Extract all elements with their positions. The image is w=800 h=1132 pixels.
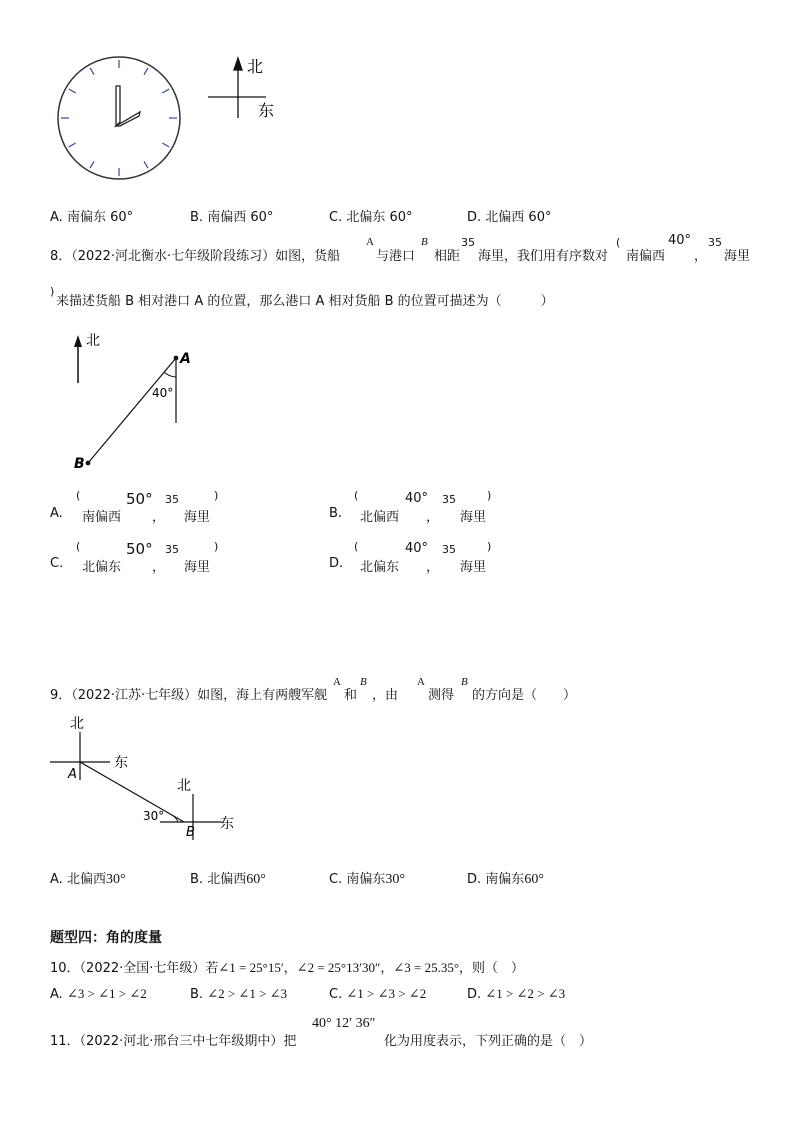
q10-option-b[interactable]: B. ∠2 > ∠1 > ∠3 bbox=[190, 986, 288, 1002]
q7-option-c[interactable]: C. 北偏东 60° bbox=[329, 210, 413, 225]
clock-hands bbox=[116, 86, 140, 126]
section-heading: 题型四：角的度量 bbox=[50, 930, 162, 946]
q8-text4: 海里，我们用有序数对 bbox=[478, 249, 609, 264]
q8-example-angle: 40° bbox=[668, 233, 692, 248]
q8-north-label: 北 bbox=[86, 333, 100, 349]
q8-text3: 相距 bbox=[434, 249, 461, 264]
q10-stem: 10．（2022·全国·七年级）若∠1 = 25°15′，∠2 = 25°13′30″，∠3 = 25.35°，则（ ） bbox=[50, 960, 525, 976]
q9-north2-label: 北 bbox=[177, 778, 191, 794]
q9-north1-label: 北 bbox=[70, 716, 84, 732]
q9-label-a-text: A bbox=[333, 676, 341, 688]
q10-option-a[interactable]: A. ∠3 > ∠1 > ∠2 bbox=[50, 986, 147, 1002]
q9-east2-label: 东 bbox=[220, 816, 234, 832]
q9-option-b[interactable]: B. 北偏西60° bbox=[190, 872, 266, 887]
q8-paren-close: ) bbox=[50, 285, 55, 298]
q8-distance: 35 bbox=[461, 236, 475, 249]
q8-label-a: A bbox=[180, 351, 191, 367]
q9-label-b-text: B bbox=[360, 676, 367, 688]
q9-angle-label: 30° bbox=[143, 809, 165, 823]
q8-paren-open: ( bbox=[616, 236, 621, 249]
q7-option-d[interactable]: D. 北偏西 60° bbox=[467, 210, 552, 225]
q9-option-c[interactable]: C. 南偏东30° bbox=[329, 872, 405, 887]
q8-port-label: B bbox=[421, 236, 428, 248]
q8-label-b: B bbox=[74, 456, 85, 472]
q8-example-dist: 35 bbox=[708, 236, 722, 249]
q9-option-d[interactable]: D. 南偏东60° bbox=[467, 872, 544, 887]
compass-north-label: 北 bbox=[247, 57, 264, 76]
q11-stem: 11．（2022·河北·邢台三中七年级期中）把 bbox=[50, 1034, 297, 1049]
q8-stem-line1: 8．（2022·河北衡水·七年级阶段练习）如图，货船 bbox=[50, 249, 341, 264]
q8-ship-label: A bbox=[366, 236, 374, 248]
q8-example-comma: ， bbox=[694, 249, 708, 264]
q10-option-d[interactable]: D. ∠1 > ∠2 > ∠3 bbox=[467, 986, 566, 1002]
clock-figure bbox=[50, 50, 290, 190]
q9-option-a[interactable]: A. 北偏西30° bbox=[50, 872, 126, 887]
q10-option-c[interactable]: C. ∠1 > ∠3 > ∠2 bbox=[329, 986, 427, 1002]
q8-angle-label: 40° bbox=[152, 386, 174, 400]
q7-option-a[interactable]: A. 南偏东 60° bbox=[50, 210, 134, 225]
q11-expression: 40° 12′ 36″ bbox=[312, 1016, 376, 1031]
q8-figure bbox=[66, 325, 206, 475]
q8-text2: 与港口 bbox=[376, 249, 416, 264]
q9-east1-label: 东 bbox=[114, 755, 128, 771]
q9-label-a: A bbox=[68, 767, 77, 782]
q9-figure bbox=[48, 712, 248, 852]
q7-option-b[interactable]: B. 南偏西 60° bbox=[190, 210, 274, 225]
q8-example-unit: 海里 bbox=[724, 249, 751, 264]
q8-example-dir: 南偏西 bbox=[626, 249, 666, 264]
q8-stem-line2: 来描述货船 B 相对港口 A 的位置，那么港口 A 相对货船 B 的位置可描述为（ ） bbox=[56, 294, 554, 309]
q9-label-b: B bbox=[186, 825, 195, 840]
compass-east-label: 东 bbox=[258, 101, 275, 120]
q11-stem-tail: 化为用度表示，下列正确的是（ ） bbox=[384, 1034, 593, 1049]
